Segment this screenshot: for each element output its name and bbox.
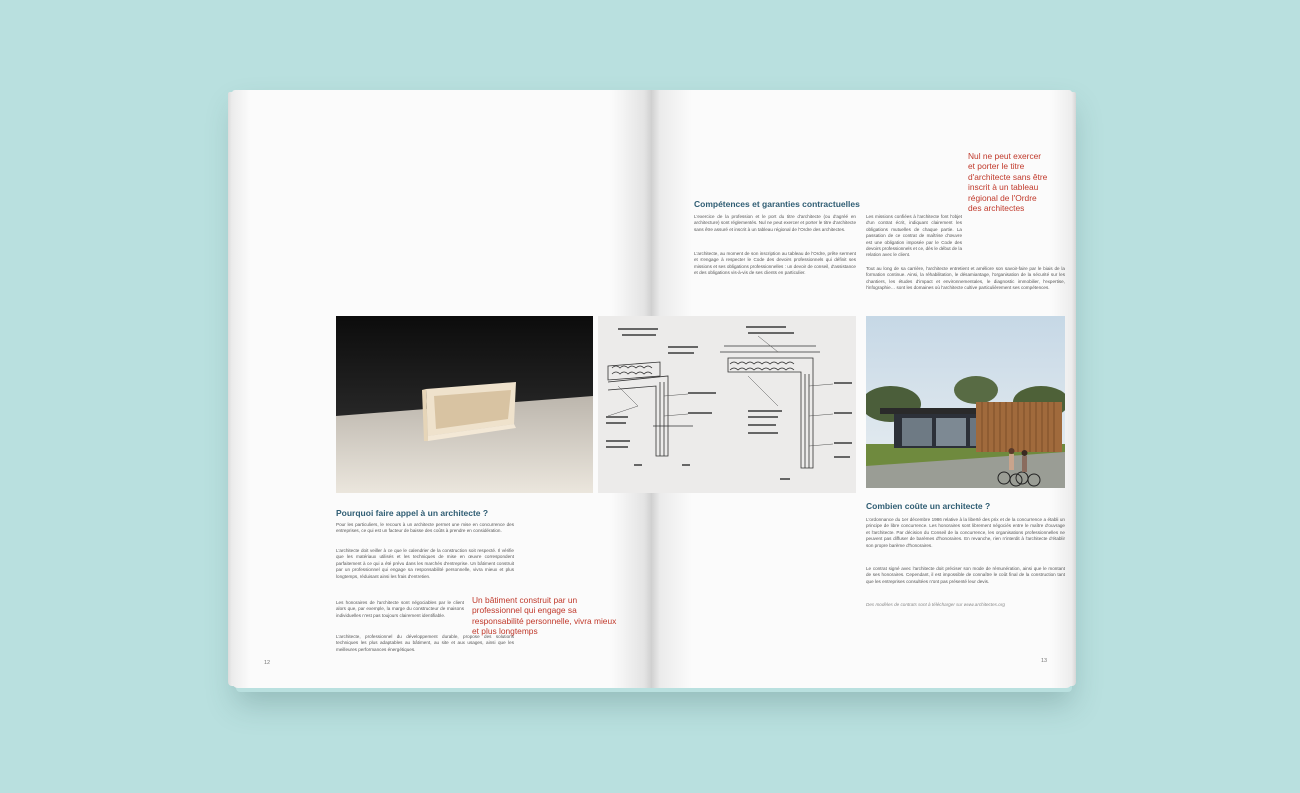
quote-right: Nul ne peut exercer et porter le titre d'architecte sans être inscrit à un tableau régional de l'Ordre des architectes: [968, 151, 1048, 214]
heading-combien: Combien coûte un architecte ?: [866, 501, 991, 511]
page-number-left: 12: [264, 660, 271, 666]
top-col1-para-2: L'architecte, au moment de son inscription au tableau de l'Ordre, prête serment et s'engage à respecter le Code des devoirs professionnels qui définit ses missions et ses obligations professionnelles : un devoir de conseil, d'assistance et des obligations vis-à-vis de ses clients en particulier.: [694, 251, 856, 276]
left-para-4: L'architecte, professionnel du développement durable, propose des solutions techniques les plus adaptables au bâtiment, au site et aux usages, ainsi que les meilleures performances énergétiques.: [336, 634, 514, 652]
left-para-3: Les honoraires de l'architecte sont négociables par le client alors que, par exemple, la marge du constructeur de maisons individuelles n'est pas toujours clairement identifiable.: [336, 600, 464, 618]
top-col2-para-1: Les missions confiées à l'architecte font l'objet d'un contrat écrit, indiquant clairement les obligations mutuelles de chaque partie. La passation de ce contrat de maîtrise d'œuvre est une obligation imposée par le Code des devoirs professionnels et ce, dès le début de la relation avec le client.: [866, 214, 962, 258]
top-col1-para-1: L'exercice de la profession et le port du titre d'architecte (ou d'agréé en architecture) sont réglementés. Nul ne peut exercer et porter le titre d'architecte sans être assuré et inscrit à un tableau régional de l'Ordre des architectes.: [694, 214, 856, 232]
house-photo: [866, 316, 1065, 488]
right-para-1: L'ordonnance du 1er décembre 1986 relative à la liberté des prix et de la concurrence a établi un principe de libre concurrence. Les honoraires sont librement négociés entre le maître d'ouvrage et l'architecte. Par décision du Conseil de la concurrence, les organisations professionnelles ne peuvent pas diffuser de barèmes d'honoraires. En revanche, rien n'interdit à l'architecte d'établir son propre barème d'honoraires.: [866, 517, 1065, 548]
contracts-credit: Des modèles de contrats sont à télécharger sur www.architectes.org: [866, 602, 1005, 607]
architectural-model-photo: [336, 316, 593, 493]
quote-left: Un bâtiment construit par un professionnel qui engage sa responsabilité personnelle, vivra mieux et plus longtemps: [472, 595, 617, 637]
construction-detail-sketch: [598, 316, 856, 493]
heading-competences: Compétences et garanties contractuelles: [694, 199, 860, 209]
right-para-2: Le contrat signé avec l'architecte doit préciser son mode de rémunération, ainsi que le montant de ses honoraires. Cependant, il est impossible de connaître le coût final de la construction tant que les entreprises consultées n'ont pas présenté leur devis.: [866, 566, 1065, 584]
page-number-right: 13: [1041, 658, 1048, 664]
left-para-2: L'architecte doit veiller à ce que le calendrier de la construction soit respecté. Il vérifie que les matériaux utilisés et les techniques de mise en œuvre correspondent parfaitement à ce qui a été prévu dans les marchés d'entreprise. Un bâtiment construit par un professionnel qui engage sa responsabilité personnelle, vivra mieux et plus longtemps, réduisant ainsi les frais d'entretien.: [336, 548, 514, 579]
heading-pourquoi: Pourquoi faire appel à un architecte ?: [336, 508, 489, 518]
left-para-1: Pour les particuliers, le recours à un architecte permet une mise en concurrence des entreprises, ce qui est un facteur de baisse des coûts à prendre en considération.: [336, 522, 514, 534]
top-col2-para-2: Tout au long de sa carrière, l'architecte entretient et améliore son savoir-faire par le biais de la formation continue. Ainsi, la réhabilitation, le désamiantage, l'organisation de la sécurité sur les chantiers, les études d'impact et environnementales, le diagnostic immobilier, l'expertise, l'infographie… sont les domaines où l'architecte cultive particulièrement ses compétences.: [866, 266, 1065, 291]
